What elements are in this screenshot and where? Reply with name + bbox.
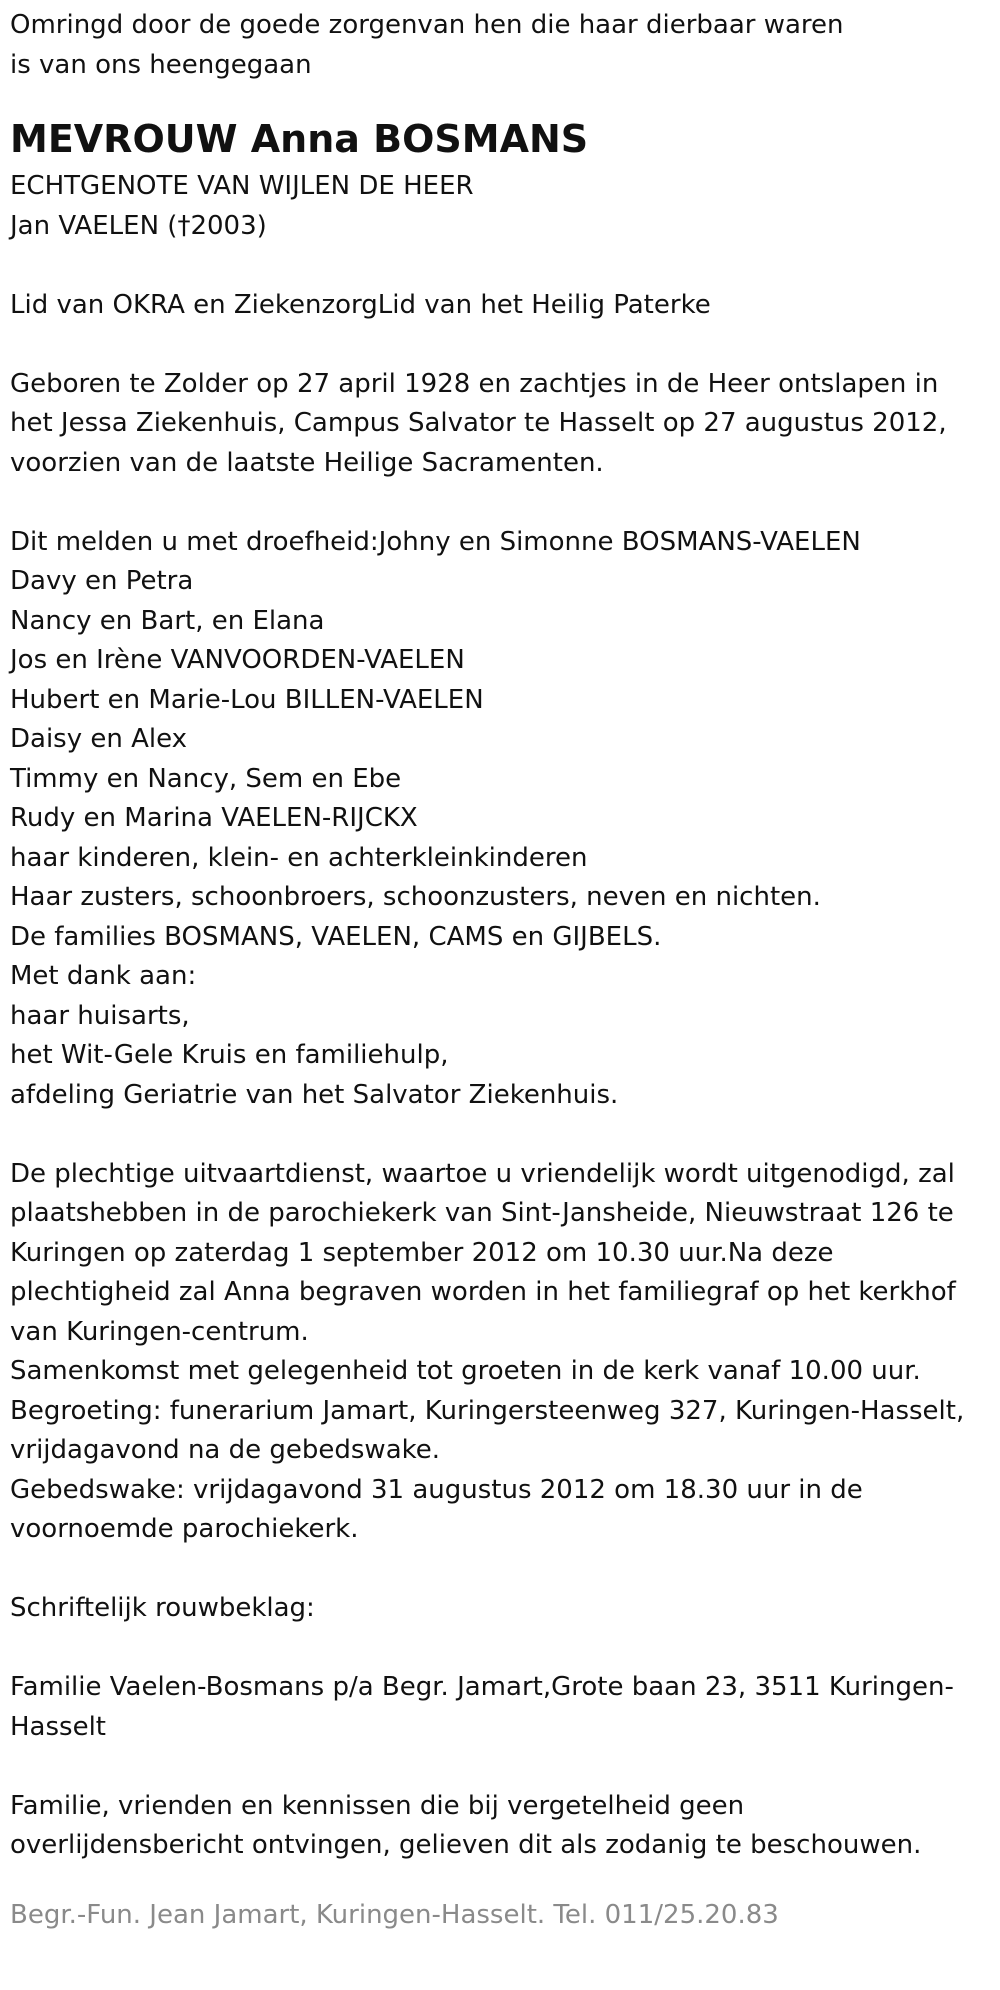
birth-death-section <box>10 365 1000 484</box>
ceremony-section <box>10 1155 1000 1550</box>
spacer <box>10 246 1000 286</box>
birth-death-line: voorzien van de laatste Heilige Sacramenten. <box>10 447 604 478</box>
spacer <box>10 1550 1000 1590</box>
spacer <box>10 1747 1000 1787</box>
closing-line: Familie, vrienden en kennissen die bij vergetelheid geen <box>10 1790 745 1821</box>
family-line: Met dank aan: <box>10 961 197 991</box>
family-line: Hubert en Marie-Lou BILLEN-VAELEN <box>10 684 484 715</box>
family-line: Daisy en Alex <box>10 724 188 754</box>
ceremony-line: Samenkomst met gelegenheid tot groeten in de kerk vanaf 10.00 uur. <box>10 1356 921 1386</box>
condolence-address <box>10 1668 1000 1747</box>
family-line: haar huisarts, <box>10 1000 190 1031</box>
family-section <box>10 523 1000 1116</box>
closing-section <box>10 1787 1000 1866</box>
ceremony-line: voornoemde parochiekerk. <box>10 1514 359 1544</box>
family-line: Davy en Petra <box>10 566 194 596</box>
funeral-home-footer: Begr.-Fun. Jean Jamart, Kuringen-Hasselt. Tel. 011/25.20.83 <box>10 1899 779 1930</box>
ceremony-line: plechtigheid zal Anna begraven worden in het familiegraf op het kerkhof <box>10 1277 956 1307</box>
family-line: haar kinderen, klein- en achterkleinkinderen <box>10 842 588 873</box>
family-line: Timmy en Nancy, Sem en Ebe <box>10 763 402 794</box>
spouse-line: Jan VAELEN (†2003) <box>10 210 267 241</box>
closing-line: overlijdensbericht ontvingen, gelieven dit als zodanig te beschouwen. <box>10 1830 922 1860</box>
ceremony-line: De plechtige uitvaartdienst, waartoe u vriendelijk wordt uitgenodigd, zal <box>10 1158 955 1189</box>
condolence-address-line: Familie Vaelen-Bosmans p/a Begr. Jamart,Grote baan 23, 3511 Kuringen- <box>10 1672 954 1702</box>
family-line: Haar zusters, schoonbroers, schoonzusters, neven en nichten. <box>10 882 821 912</box>
family-line: afdeling Geriatrie van het Salvator Ziekenhuis. <box>10 1079 619 1110</box>
ceremony-line: Begroeting: funerarium Jamart, Kuringersteenweg 327, Kuringen-Hasselt, <box>10 1395 965 1426</box>
family-line: Jos en Irène VANVOORDEN-VAELEN <box>10 645 465 675</box>
family-line: Nancy en Bart, en Elana <box>10 605 325 636</box>
ceremony-line: plaatshebben in de parochiekerk van Sint-Jansheide, Nieuwstraat 126 te <box>10 1198 954 1228</box>
memberships: Lid van OKRA en ZiekenzorgLid van het Heilig Paterke <box>10 289 711 320</box>
condolence-heading: Schriftelijk rouwbeklag: <box>10 1593 315 1623</box>
intro-line: Omringd door de goede zorgenvan hen die haar dierbaar waren <box>10 10 844 40</box>
family-line: De families BOSMANS, VAELEN, CAMS en GIJBELS. <box>10 921 662 952</box>
birth-death-line: Geboren te Zolder op 27 april 1928 en zachtjes in de Heer ontslapen in <box>10 368 939 399</box>
ceremony-line: Gebedswake: vrijdagavond 31 augustus 2012 om 18.30 uur in de <box>10 1474 863 1505</box>
birth-death-line: het Jessa Ziekenhuis, Campus Salvator te Hasselt op 27 augustus 2012, <box>10 408 947 438</box>
ceremony-line: vrijdagavond na de gebedswake. <box>10 1435 441 1465</box>
spacer <box>10 483 1000 523</box>
family-line: Rudy en Marina VAELEN-RIJCKX <box>10 803 418 833</box>
spouse-line: ECHTGENOTE VAN WIJLEN DE HEER <box>10 171 474 201</box>
ceremony-line: Kuringen op zaterdag 1 september 2012 om 10.30 uur.Na deze <box>10 1237 834 1268</box>
deceased-name: MEVROUW Anna BOSMANS <box>10 117 589 161</box>
family-line: het Wit-Gele Kruis en familiehulp, <box>10 1040 449 1070</box>
intro-line: is van ons heengegaan <box>10 49 312 80</box>
family-line: Dit melden u met droefheid:Johny en Simonne BOSMANS-VAELEN <box>10 526 861 557</box>
spacer <box>10 1115 1000 1155</box>
condolence-address-line: Hasselt <box>10 1711 106 1742</box>
ceremony-line: van Kuringen-centrum. <box>10 1316 309 1347</box>
spacer <box>10 1629 1000 1669</box>
spouse-section <box>10 167 1000 246</box>
spacer <box>10 325 1000 365</box>
intro-section <box>10 6 1000 85</box>
